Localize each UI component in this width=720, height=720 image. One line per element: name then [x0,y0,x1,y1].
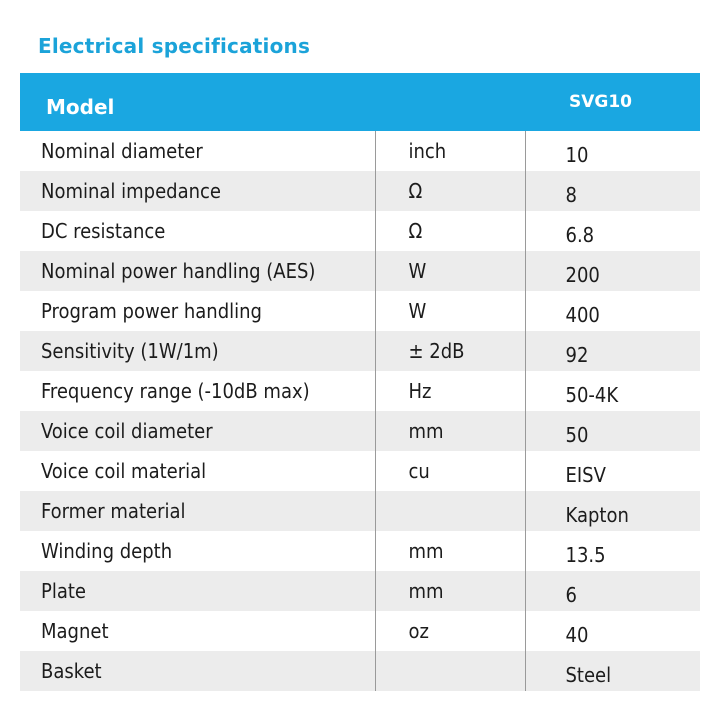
table-row [20,611,700,651]
value-cell [525,251,700,291]
value-text: Kapton [565,503,629,527]
unit-cell: W [375,251,525,291]
value-cell [525,291,700,331]
table-row [20,211,700,251]
parameter-cell: Voice coil diameter [20,411,375,451]
value-text: 92 [565,343,589,367]
value-cell [525,611,700,651]
unit-cell: cu [375,451,525,491]
parameter-cell: Frequency range (-10dB max) [20,371,375,411]
value-cell [525,211,700,251]
value-text: 400 [565,303,600,327]
table-row [20,491,700,531]
value-cell [525,571,700,611]
header-model-value: SVG10 [525,73,700,131]
value-cell [525,531,700,571]
unit-cell: oz [375,611,525,651]
parameter-cell: Voice coil material [20,451,375,491]
table-row [20,571,700,611]
unit-cell: W [375,291,525,331]
table-row [20,531,700,571]
unit-cell: mm [375,571,525,611]
table-row [20,411,700,451]
value-text: 50 [565,423,589,447]
value-text: EISV [565,463,606,487]
parameter-cell: Former material [20,491,375,531]
value-text: 13.5 [565,543,606,567]
parameter-cell: Plate [20,571,375,611]
table-row [20,331,700,371]
parameter-cell: Nominal impedance [20,171,375,211]
value-text: 8 [565,183,577,207]
spec-table [20,73,700,691]
unit-cell: ± 2dB [375,331,525,371]
value-cell [525,371,700,411]
parameter-cell: Magnet [20,611,375,651]
value-cell [525,451,700,491]
unit-cell [375,651,525,691]
parameter-cell: Nominal diameter [20,131,375,171]
value-cell [525,171,700,211]
table-header-row [20,73,700,131]
unit-cell [375,491,525,531]
table-row [20,451,700,491]
value-text: 6.8 [565,223,595,247]
unit-cell: Ω [375,211,525,251]
value-cell [525,491,700,531]
value-text: 10 [565,143,589,167]
parameter-cell: Basket [20,651,375,691]
parameter-cell: Winding depth [20,531,375,571]
parameter-cell: Sensitivity (1W/1m) [20,331,375,371]
value-cell [525,131,700,171]
parameter-cell: DC resistance [20,211,375,251]
table-row [20,291,700,331]
header-model-label: Model [20,73,375,131]
table-row [20,131,700,171]
value-text: 40 [565,623,589,647]
unit-cell: mm [375,411,525,451]
value-cell [525,411,700,451]
value-text: 50-4K [565,383,619,407]
table-row [20,371,700,411]
parameter-cell: Program power handling [20,291,375,331]
page-title: Electrical specifications [38,34,311,58]
value-cell [525,651,700,691]
value-text: 6 [565,583,577,607]
value-cell [525,331,700,371]
unit-cell: Hz [375,371,525,411]
unit-cell: inch [375,131,525,171]
value-text: Steel [565,663,612,687]
header-unit-cell [375,73,525,131]
table-row [20,651,700,691]
parameter-cell: Nominal power handling (AES) [20,251,375,291]
value-text: 200 [565,263,600,287]
unit-cell: Ω [375,171,525,211]
table-row [20,251,700,291]
unit-cell: mm [375,531,525,571]
table-row [20,171,700,211]
